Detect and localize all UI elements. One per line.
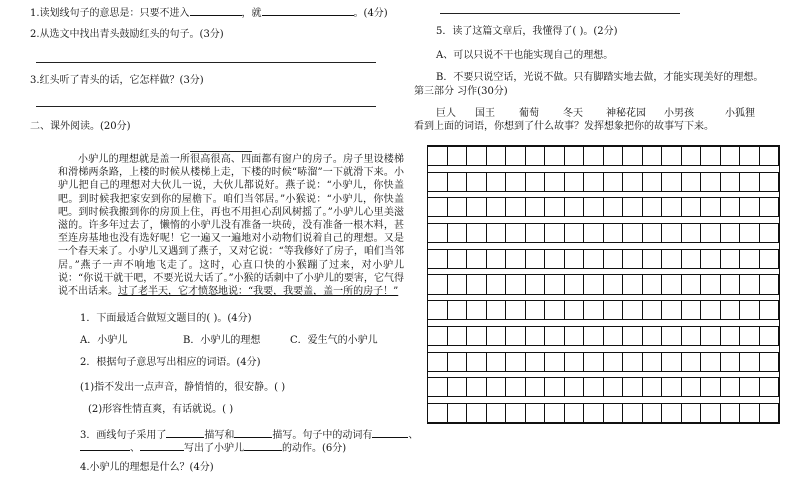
grid-cell[interactable] bbox=[622, 326, 643, 346]
passage-text: 小驴儿的理想就是盖一所很高很高、四面都有窗户的房子。房子里设楼梯和滑梯两条路，上楼的时候从楼梯上走，下楼的时候“哧溜”一下就滑下来。小驴儿把自己的理想对大伙儿一说，大伙儿都说好。燕子说：“小驴儿，你快盖吧。到时候我把家安到你的屋檐下。咱们当邻居。”小猴说：“小驴儿，你快盖吧。到时候我搬到你的房顶上住，再也不用担心刮风树摇了。”小驴儿心里美滋滋的。许多年过去了，懒惰的小驴儿没有准备一块砖，没有准备一根木料，甚至连房基地也没有选好呢！它一遍又一遍地对小动物们说着自己的理想。又是一个春天来了。小驴儿又遇到了燕子，又对它说：“等我修好了房子，咱们当邻居。”燕子一声不响地飞走了。这时，心直口快的小猴蹦了过来，对小驴儿说：“你说干就干吧，不要光说大话了。”小猴的话刺中了小驴儿的要害，它气得说不出话来。 bbox=[58, 154, 404, 298]
grid-cell[interactable] bbox=[622, 403, 643, 423]
grid-cell[interactable] bbox=[681, 146, 702, 166]
grid-cell[interactable] bbox=[603, 274, 624, 294]
grid-cell[interactable] bbox=[583, 300, 604, 320]
option-a[interactable]: A．小驴儿 bbox=[80, 335, 128, 346]
grid-cell[interactable] bbox=[603, 223, 624, 243]
reading-question-3: 3．画线句子采用了 描写和 描写。句子中的动词有 、 bbox=[80, 427, 418, 442]
grid-cell[interactable] bbox=[525, 223, 546, 243]
grid-cell[interactable] bbox=[739, 172, 760, 192]
grid-cell[interactable] bbox=[603, 326, 624, 346]
answer-blank-1b[interactable] bbox=[262, 5, 354, 16]
grid-cell[interactable] bbox=[525, 326, 546, 346]
grid-cell[interactable] bbox=[447, 274, 468, 294]
grid-cell[interactable] bbox=[759, 197, 780, 217]
grid-cell[interactable] bbox=[622, 352, 643, 372]
grid-cell[interactable] bbox=[720, 326, 741, 346]
word-secret-garden: 神秘花园 bbox=[606, 108, 646, 119]
grid-cell[interactable] bbox=[642, 352, 663, 372]
grid-cell[interactable] bbox=[700, 172, 721, 192]
grid-cell[interactable] bbox=[642, 172, 663, 192]
answer-blank-3c[interactable] bbox=[372, 427, 408, 438]
grid-cell[interactable] bbox=[642, 274, 663, 294]
grid-cell[interactable] bbox=[681, 172, 702, 192]
grid-cell[interactable] bbox=[505, 403, 526, 423]
grid-cell[interactable] bbox=[603, 377, 624, 397]
grid-cell[interactable] bbox=[583, 274, 604, 294]
grid-cell[interactable] bbox=[466, 326, 487, 346]
grid-cell[interactable] bbox=[564, 300, 585, 320]
grid-cell[interactable] bbox=[486, 300, 507, 320]
composition-grid[interactable] bbox=[427, 145, 780, 424]
grid-cell[interactable] bbox=[544, 197, 565, 217]
grid-cell[interactable] bbox=[603, 146, 624, 166]
grid-cell[interactable] bbox=[603, 352, 624, 372]
answer-blank-3f[interactable] bbox=[244, 440, 282, 451]
grid-cell[interactable] bbox=[759, 352, 780, 372]
grid-cell[interactable] bbox=[681, 352, 702, 372]
grid-cell[interactable] bbox=[466, 300, 487, 320]
grid-cell[interactable] bbox=[642, 377, 663, 397]
grid-cell[interactable] bbox=[759, 146, 780, 166]
grid-cell[interactable] bbox=[700, 377, 721, 397]
grid-cell[interactable] bbox=[603, 300, 624, 320]
grid-cell[interactable] bbox=[505, 352, 526, 372]
grid-cell[interactable] bbox=[564, 249, 585, 269]
grid-cell[interactable] bbox=[525, 146, 546, 166]
grid-cell[interactable] bbox=[486, 352, 507, 372]
grid-cell[interactable] bbox=[525, 300, 546, 320]
grid-cell[interactable] bbox=[564, 326, 585, 346]
grid-cell[interactable] bbox=[505, 326, 526, 346]
grid-cell[interactable] bbox=[447, 352, 468, 372]
grid-cell[interactable] bbox=[486, 223, 507, 243]
grid-cell[interactable] bbox=[681, 249, 702, 269]
grid-cell[interactable] bbox=[466, 403, 487, 423]
reading-question-2a: (1)指不发出一点声音，静悄悄的，很安静。( ) bbox=[80, 382, 286, 393]
grid-cell[interactable] bbox=[427, 197, 448, 217]
grid-cell[interactable] bbox=[564, 352, 585, 372]
grid-cell[interactable] bbox=[564, 403, 585, 423]
answer-line-q2[interactable] bbox=[36, 62, 376, 63]
grid-cell[interactable] bbox=[759, 326, 780, 346]
grid-cell[interactable] bbox=[505, 274, 526, 294]
grid-cell[interactable] bbox=[466, 172, 487, 192]
grid-cell[interactable] bbox=[486, 172, 507, 192]
option-b[interactable]: B．小驴儿的理想 bbox=[183, 335, 261, 346]
grid-cell[interactable] bbox=[486, 249, 507, 269]
grid-cell[interactable] bbox=[642, 403, 663, 423]
grid-cell[interactable] bbox=[700, 223, 721, 243]
grid-cell[interactable] bbox=[505, 223, 526, 243]
grid-cell[interactable] bbox=[603, 172, 624, 192]
grid-cell[interactable] bbox=[505, 249, 526, 269]
grid-cell[interactable] bbox=[661, 300, 682, 320]
grid-cell[interactable] bbox=[525, 377, 546, 397]
grid-cell[interactable] bbox=[700, 300, 721, 320]
grid-cell[interactable] bbox=[700, 146, 721, 166]
grid-cell[interactable] bbox=[427, 223, 448, 243]
grid-cell[interactable] bbox=[583, 326, 604, 346]
grid-cell[interactable] bbox=[544, 300, 565, 320]
grid-cell[interactable] bbox=[466, 377, 487, 397]
answer-line-q3[interactable] bbox=[36, 106, 376, 107]
grid-cell[interactable] bbox=[544, 377, 565, 397]
reading-question-4: 4.小驴儿的理想是什么？(4分) bbox=[80, 462, 214, 473]
grid-cell[interactable] bbox=[427, 146, 448, 166]
grid-cell[interactable] bbox=[622, 249, 643, 269]
section-3-heading: 第三部分 习作(30分) bbox=[414, 86, 508, 97]
grid-cell[interactable] bbox=[525, 249, 546, 269]
grid-cell[interactable] bbox=[759, 403, 780, 423]
grid-cell[interactable] bbox=[661, 377, 682, 397]
grid-cell[interactable] bbox=[505, 172, 526, 192]
option-c[interactable]: C．爱生气的小驴儿 bbox=[290, 335, 378, 346]
grid-cell[interactable] bbox=[603, 403, 624, 423]
grid-cell[interactable] bbox=[447, 223, 468, 243]
section-2-heading: 二、课外阅读。(20分) bbox=[30, 121, 131, 132]
grid-cell[interactable] bbox=[427, 249, 448, 269]
word-little-boy: 小男孩 bbox=[664, 108, 694, 119]
grid-cell[interactable] bbox=[427, 300, 448, 320]
grid-cell[interactable] bbox=[447, 249, 468, 269]
grid-cell[interactable] bbox=[661, 172, 682, 192]
grid-cell[interactable] bbox=[486, 403, 507, 423]
reading-question-5: 5．读了这篇文章后，我懂得了( )。(2分) bbox=[436, 26, 618, 37]
grid-cell[interactable] bbox=[622, 223, 643, 243]
reading-question-2b: (2)形容性情直爽，有话就说。( ) bbox=[88, 404, 234, 415]
option-5b[interactable]: B．不要只说空话，光说不做。只有脚踏实地去做，才能实现美好的理想。 bbox=[436, 72, 764, 83]
grid-cell[interactable] bbox=[544, 172, 565, 192]
answer-blank-3b[interactable] bbox=[234, 427, 272, 438]
grid-cell[interactable] bbox=[720, 223, 741, 243]
question-3: 3.红头听了青头的话，它怎样做？(3分) bbox=[30, 75, 204, 86]
reading-question-3-line2: 、 写出了小驴儿 的动作。(6分) bbox=[80, 440, 346, 455]
grid-cell[interactable] bbox=[544, 403, 565, 423]
writing-prompt: 看到上面的词语，你想到了什么故事？发挥想象把你的故事写下来。 bbox=[414, 121, 714, 132]
grid-cell[interactable] bbox=[583, 249, 604, 269]
grid-cell[interactable] bbox=[700, 326, 721, 346]
grid-cell[interactable] bbox=[525, 403, 546, 423]
grid-cell[interactable] bbox=[681, 377, 702, 397]
grid-cell[interactable] bbox=[661, 146, 682, 166]
grid-cell[interactable] bbox=[700, 403, 721, 423]
reading-passage bbox=[58, 153, 404, 298]
grid-cell[interactable] bbox=[661, 249, 682, 269]
grid-cell[interactable] bbox=[447, 326, 468, 346]
passage-title-blank[interactable] bbox=[190, 151, 252, 152]
grid-cell[interactable] bbox=[720, 300, 741, 320]
grid-cell[interactable] bbox=[466, 249, 487, 269]
grid-cell[interactable] bbox=[642, 197, 663, 217]
grid-cell[interactable] bbox=[739, 223, 760, 243]
grid-cell[interactable] bbox=[505, 146, 526, 166]
grid-cell[interactable] bbox=[583, 377, 604, 397]
grid-cell[interactable] bbox=[720, 352, 741, 372]
grid-cell[interactable] bbox=[544, 223, 565, 243]
grid-cell[interactable] bbox=[661, 274, 682, 294]
grid-cell[interactable] bbox=[700, 249, 721, 269]
grid-cell[interactable] bbox=[447, 377, 468, 397]
grid-cell[interactable] bbox=[700, 197, 721, 217]
grid-cell[interactable] bbox=[544, 274, 565, 294]
grid-cell[interactable] bbox=[447, 197, 468, 217]
question-1: 1.读划线句子的意思是：只要不进入 ，就 。(4分) bbox=[30, 5, 388, 20]
grid-cell[interactable] bbox=[564, 172, 585, 192]
grid-cell[interactable] bbox=[739, 300, 760, 320]
grid-cell[interactable] bbox=[681, 197, 702, 217]
grid-cell[interactable] bbox=[720, 172, 741, 192]
grid-cell[interactable] bbox=[622, 197, 643, 217]
grid-cell[interactable] bbox=[739, 352, 760, 372]
reading-question-2: 2．根据句子意思写出相应的词语。(4分) bbox=[80, 357, 261, 368]
word-giant: 巨人 bbox=[436, 108, 456, 119]
grid-cell[interactable] bbox=[720, 377, 741, 397]
grid-cell[interactable] bbox=[505, 377, 526, 397]
grid-cell[interactable] bbox=[739, 146, 760, 166]
grid-cell[interactable] bbox=[583, 146, 604, 166]
grid-cell[interactable] bbox=[642, 326, 663, 346]
grid-cell[interactable] bbox=[505, 197, 526, 217]
grid-cell[interactable] bbox=[427, 172, 448, 192]
grid-cell[interactable] bbox=[447, 172, 468, 192]
grid-cell[interactable] bbox=[759, 377, 780, 397]
grid-cell[interactable] bbox=[739, 377, 760, 397]
grid-cell[interactable] bbox=[564, 274, 585, 294]
grid-cell[interactable] bbox=[564, 377, 585, 397]
grid-cell[interactable] bbox=[642, 249, 663, 269]
grid-cell[interactable] bbox=[544, 249, 565, 269]
grid-cell[interactable] bbox=[700, 352, 721, 372]
grid-cell[interactable] bbox=[622, 300, 643, 320]
grid-cell[interactable] bbox=[661, 223, 682, 243]
grid-cell[interactable] bbox=[739, 326, 760, 346]
grid-cell[interactable] bbox=[466, 352, 487, 372]
grid-cell[interactable] bbox=[661, 403, 682, 423]
grid-cell[interactable] bbox=[759, 172, 780, 192]
grid-cell[interactable] bbox=[447, 300, 468, 320]
grid-cell[interactable] bbox=[759, 274, 780, 294]
grid-cell[interactable] bbox=[486, 274, 507, 294]
grid-cell[interactable] bbox=[466, 223, 487, 243]
grid-cell[interactable] bbox=[544, 352, 565, 372]
option-5a[interactable]: A、可以只说不干也能实现自己的理想。 bbox=[436, 50, 614, 61]
grid-cell[interactable] bbox=[720, 274, 741, 294]
grid-cell[interactable] bbox=[739, 249, 760, 269]
grid-cell[interactable] bbox=[427, 352, 448, 372]
grid-cell[interactable] bbox=[427, 274, 448, 294]
grid-cell[interactable] bbox=[739, 197, 760, 217]
grid-cell[interactable] bbox=[505, 300, 526, 320]
grid-cell[interactable] bbox=[661, 326, 682, 346]
grid-cell[interactable] bbox=[583, 172, 604, 192]
grid-cell[interactable] bbox=[564, 146, 585, 166]
grid-cell[interactable] bbox=[720, 197, 741, 217]
grid-cell[interactable] bbox=[525, 274, 546, 294]
passage-underlined-sentence: 过了老半天，它才愤怒地说：“我要，我要盖，盖一所的房子！” bbox=[118, 286, 399, 298]
word-king: 国王 bbox=[475, 108, 495, 119]
grid-cell[interactable] bbox=[583, 403, 604, 423]
grid-cell[interactable] bbox=[681, 326, 702, 346]
grid-cell[interactable] bbox=[583, 352, 604, 372]
grid-cell[interactable] bbox=[466, 274, 487, 294]
grid-cell[interactable] bbox=[427, 326, 448, 346]
grid-cell[interactable] bbox=[583, 197, 604, 217]
grid-cell[interactable] bbox=[759, 300, 780, 320]
answer-blank-1a[interactable] bbox=[190, 5, 242, 16]
grid-cell[interactable] bbox=[564, 197, 585, 217]
grid-cell[interactable] bbox=[622, 146, 643, 166]
grid-cell[interactable] bbox=[681, 274, 702, 294]
grid-cell[interactable] bbox=[642, 146, 663, 166]
reading-question-1: 1．下面最适合做短文题目的( )。(4分) bbox=[80, 313, 252, 324]
grid-cell[interactable] bbox=[642, 223, 663, 243]
grid-cell[interactable] bbox=[622, 274, 643, 294]
grid-cell[interactable] bbox=[525, 197, 546, 217]
grid-cell[interactable] bbox=[447, 146, 468, 166]
grid-cell[interactable] bbox=[603, 249, 624, 269]
grid-cell[interactable] bbox=[720, 146, 741, 166]
grid-cell[interactable] bbox=[603, 197, 624, 217]
grid-cell[interactable] bbox=[466, 197, 487, 217]
word-little-fox: 小狐狸 bbox=[725, 108, 755, 119]
grid-cell[interactable] bbox=[583, 223, 604, 243]
grid-cell[interactable] bbox=[720, 403, 741, 423]
grid-cell[interactable] bbox=[427, 403, 448, 423]
grid-cell[interactable] bbox=[447, 403, 468, 423]
grid-cell[interactable] bbox=[486, 146, 507, 166]
grid-cell[interactable] bbox=[642, 300, 663, 320]
question-2: 2.从选文中找出青头鼓励红头的句子。(3分) bbox=[30, 29, 224, 40]
grid-cell[interactable] bbox=[681, 223, 702, 243]
grid-cell[interactable] bbox=[486, 326, 507, 346]
word-winter: 冬天 bbox=[563, 108, 583, 119]
grid-cell[interactable] bbox=[544, 326, 565, 346]
grid-cell[interactable] bbox=[525, 352, 546, 372]
grid-cell[interactable] bbox=[544, 146, 565, 166]
grid-cell[interactable] bbox=[661, 352, 682, 372]
word-grape: 葡萄 bbox=[519, 108, 539, 119]
grid-cell[interactable] bbox=[622, 172, 643, 192]
answer-blank-3d[interactable] bbox=[80, 440, 130, 451]
grid-cell[interactable] bbox=[466, 146, 487, 166]
grid-cell[interactable] bbox=[564, 223, 585, 243]
grid-cell[interactable] bbox=[661, 197, 682, 217]
grid-cell[interactable] bbox=[681, 403, 702, 423]
grid-cell[interactable] bbox=[759, 249, 780, 269]
answer-line-top-right[interactable] bbox=[440, 13, 680, 14]
grid-cell[interactable] bbox=[525, 172, 546, 192]
grid-cell[interactable] bbox=[486, 197, 507, 217]
answer-blank-3e[interactable] bbox=[140, 440, 184, 451]
grid-cell[interactable] bbox=[759, 223, 780, 243]
grid-cell[interactable] bbox=[700, 274, 721, 294]
grid-cell[interactable] bbox=[739, 274, 760, 294]
grid-cell[interactable] bbox=[427, 377, 448, 397]
grid-cell[interactable] bbox=[622, 377, 643, 397]
answer-blank-3a[interactable] bbox=[166, 427, 204, 438]
grid-cell[interactable] bbox=[486, 377, 507, 397]
grid-cell[interactable] bbox=[681, 300, 702, 320]
grid-cell[interactable] bbox=[720, 249, 741, 269]
grid-cell[interactable] bbox=[739, 403, 760, 423]
